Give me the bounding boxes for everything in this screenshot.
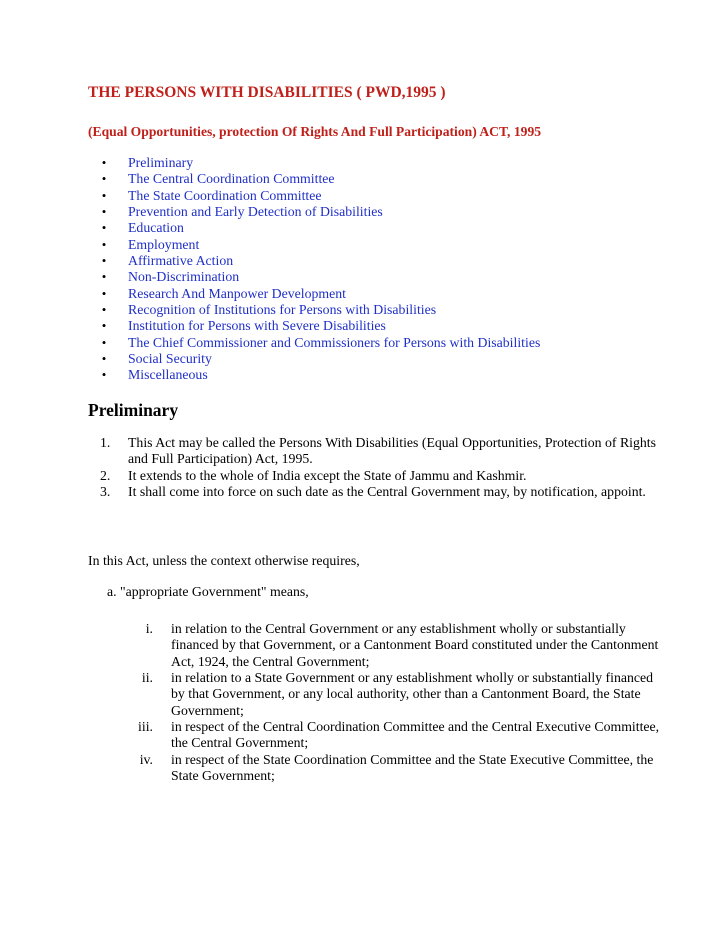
toc-link[interactable]: Social Security (128, 351, 212, 367)
toc-item (100, 220, 540, 236)
toc-item (100, 269, 540, 285)
bullet-icon: • (101, 269, 107, 285)
roman-list-item (120, 752, 660, 785)
item-text: in relation to the Central Government or any establishment wholly or substantially financed by that Government, or a Cantonment Board constituted under the Cantonment Act, 1924, the Central Government; (171, 621, 659, 669)
toc-item (100, 155, 540, 171)
toc-link[interactable]: Preliminary (128, 155, 194, 170)
bullet-icon: • (101, 367, 107, 383)
toc-link[interactable]: Research And Manpower Development (128, 285, 347, 301)
bullet-icon: • (101, 285, 107, 301)
bullet-icon: • (101, 351, 107, 367)
roman-list-item (120, 670, 660, 719)
toc-link[interactable]: Miscellaneous (128, 367, 208, 383)
toc-link[interactable]: Non-Discrimination (128, 269, 240, 285)
numbered-list (100, 435, 660, 500)
toc-link[interactable]: The Central Coordination Committee (128, 171, 335, 187)
section-heading-preliminary: Preliminary (88, 400, 179, 420)
roman-numeral-list (120, 621, 660, 784)
roman-list-item (120, 621, 660, 670)
numbered-list-item (100, 484, 660, 500)
definition-text: "appropriate Government" means, (120, 584, 309, 599)
bullet-icon: • (101, 220, 107, 236)
bullet-icon: • (101, 334, 107, 350)
bullet-icon: • (101, 187, 107, 203)
item-number: 2. (100, 467, 111, 483)
roman-numeral: i. (145, 621, 153, 636)
toc-item (100, 237, 540, 253)
item-number: 3. (100, 484, 111, 500)
numbered-list-item (100, 435, 660, 468)
roman-numeral: iv. (139, 751, 153, 767)
toc-item (100, 367, 540, 383)
roman-numeral: ii. (141, 670, 153, 686)
definitions-intro: In this Act, unless the context otherwise requires, (88, 553, 360, 568)
toc-link[interactable]: Institution for Persons with Severe Disabilities (128, 318, 386, 334)
toc-item (100, 204, 540, 220)
toc-item (100, 286, 540, 302)
item-text: in respect of the State Coordination Committee and the State Executive Committee, the State Government; (171, 751, 654, 784)
toc-item (100, 318, 540, 334)
document-subtitle: (Equal Opportunities, protection Of Rights And Full Participation) ACT, 1995 (88, 124, 542, 139)
roman-list-item (120, 719, 660, 752)
bullet-icon: • (101, 171, 107, 187)
toc-link[interactable]: Prevention and Early Detection of Disabilities (128, 204, 383, 220)
item-text: It shall come into force on such date as the Central Government may, by notification, appoint. (128, 484, 646, 500)
table-of-contents (100, 155, 540, 384)
toc-item (100, 351, 540, 367)
bullet-icon: • (101, 155, 107, 170)
toc-link[interactable]: The Chief Commissioner and Commissioners for Persons with Disabilities (128, 334, 541, 350)
item-text: in respect of the Central Coordination Committee and the Central Executive Committee, the Central Government; (171, 719, 660, 751)
toc-item (100, 302, 540, 318)
item-number: 1. (100, 435, 111, 450)
toc-link[interactable]: Recognition of Institutions for Persons with Disabilities (128, 302, 437, 318)
toc-item (100, 188, 540, 204)
definition-label: a. (107, 584, 117, 599)
toc-item (100, 335, 540, 351)
bullet-icon: • (101, 204, 107, 220)
item-text: This Act may be called the Persons With Disabilities (Equal Opportunities, Protection of Rights and Full Participation) Act, 1995. (128, 435, 656, 467)
toc-link[interactable]: Education (128, 220, 184, 236)
roman-numeral: iii. (138, 719, 153, 735)
bullet-icon: • (101, 302, 107, 318)
bullet-icon: • (101, 253, 107, 269)
bullet-icon: • (101, 318, 107, 334)
toc-link[interactable]: The State Coordination Committee (128, 187, 322, 203)
item-text: in relation to a State Government or any establishment wholly or substantially financed by that Government, or any local authority, other than a Cantonment Board, the State Government; (171, 670, 654, 718)
bullet-icon: • (101, 236, 107, 252)
toc-item (100, 253, 540, 269)
item-text: It extends to the whole of India except the State of Jammu and Kashmir. (128, 467, 527, 483)
toc-link[interactable]: Employment (128, 236, 200, 252)
toc-item (100, 171, 540, 187)
document-title: THE PERSONS WITH DISABILITIES ( PWD,1995 ) (88, 84, 446, 101)
numbered-list-item (100, 468, 660, 484)
definition-item (107, 584, 309, 600)
toc-link[interactable]: Affirmative Action (128, 253, 234, 269)
